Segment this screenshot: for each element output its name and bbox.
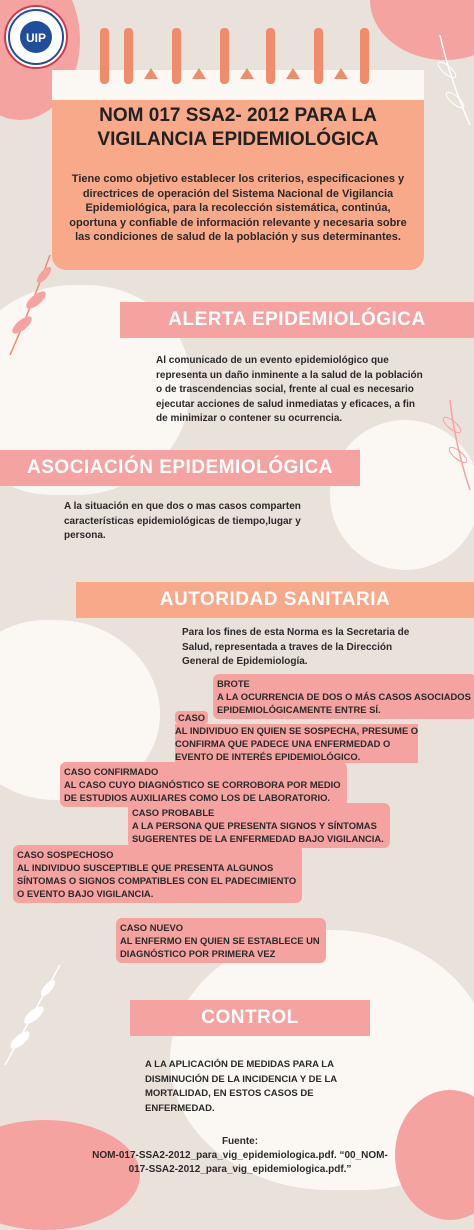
triangle-marker-icon — [240, 68, 254, 79]
sospechoso-tag — [13, 845, 302, 903]
title-line-1: NOM 017 SSA2- 2012 PARA LA — [99, 105, 377, 126]
triangle-marker-icon — [334, 68, 348, 79]
probable-line: A LA PERSONA QUE PRESENTA SIGNOS Y SÍNTOMAS — [132, 820, 377, 831]
caso-tag — [171, 708, 424, 766]
binder-ring — [124, 28, 133, 84]
asociacion-title: ASOCIACIÓN EPIDEMIOLÓGICA — [27, 457, 333, 478]
confirmado-line: AL CASO CUYO DIAGNÓSTICO SE CORROBORA POR MEDIO — [64, 779, 341, 790]
binder-ring — [360, 28, 369, 84]
nuevo-line: AL ENFERMO EN QUIEN SE ESTABLECE UN — [120, 935, 320, 946]
source-line-2: 017-SSA2-2012_para_vig_epidemiologica.pdf.” — [128, 1164, 352, 1175]
nuevo-tag — [116, 918, 326, 963]
page-title — [52, 104, 424, 152]
control-banner — [130, 1000, 370, 1036]
binder-ring — [266, 28, 275, 84]
caso-title: CASO — [175, 711, 208, 724]
binder-ring — [314, 28, 323, 84]
probable-title: CASO PROBABLE — [132, 807, 215, 818]
sospechoso-line: AL INDIVIDUO SUSCEPTIBLE QUE PRESENTA ALGUNOS — [17, 862, 274, 873]
source-line-1: NOM-017-SSA2-2012_para_vig_epidemiologica.pdf. “00_NOM- — [92, 1150, 388, 1161]
alerta-text: Al comunicado de un evento epidemiológico que representa un daño inminente a la salud de la población o de trascendencias social, frente al cual es necesario ejecutar acciones de salud inmediatas y eficaces, a fin de minimizar o contener su ocurrencia. — [156, 355, 423, 424]
triangle-marker-icon — [192, 68, 206, 79]
caso-line: EVENTO DE INTERÉS EPIDEMIOLÓGICO. — [175, 750, 418, 763]
binder-ring — [100, 28, 109, 84]
autoridad-text: Para los fines de esta Norma es la Secretaria de Salud, representada a traves de la Dirección General de Epidemiología. — [182, 627, 410, 667]
caso-line: AL INDIVIDUO EN QUIEN SE SOSPECHA, PRESUME O — [175, 725, 419, 736]
control-title: CONTROL — [201, 1007, 299, 1028]
confirmado-line: DE ESTUDIOS AUXILIARES COMO LOS DE LABORATORIO. — [64, 792, 330, 803]
triangle-marker-icon — [144, 68, 158, 79]
source-citation — [60, 1135, 420, 1177]
logo-emblem-icon — [6, 7, 66, 67]
sospechoso-title: CASO SOSPECHOSO — [17, 849, 114, 860]
binder-ring — [220, 28, 229, 84]
caso-line: CONFIRMA QUE PADECE UNA ENFERMEDAD O — [175, 737, 418, 750]
control-text: A LA APLICACIÓN DE MEDIDAS PARA LA DISMINUCIÓN DE LA INCIDENCIA Y DE LA MORTALIDAD, EN ESTOS CASOS DE ENFERMEDAD. — [145, 1059, 337, 1114]
brote-line: A LA OCURRENCIA DE DOS O MÁS CASOS ASOCIADOS — [217, 691, 471, 702]
source-label: Fuente: — [221, 1136, 259, 1147]
intro-text: Tiene como objetivo establecer los criterios, especificaciones y directrices de operación del Sistema Nacional de Vigilancia Epidemiológica, para la recolección sistemática, continúa, oportuna y confiable de información relevante y necesaria sobre las condiciones de salud de la población y sus determinantes. — [69, 173, 407, 244]
header-card — [52, 60, 424, 270]
leaf-branch-icon — [425, 30, 474, 130]
alerta-banner — [120, 302, 474, 338]
autoridad-banner — [76, 582, 474, 618]
confirmado-title: CASO CONFIRMADO — [64, 766, 159, 777]
asociacion-banner — [0, 450, 360, 486]
leaf-branch-icon — [0, 250, 60, 360]
leaf-branch-icon — [430, 395, 474, 495]
autoridad-title: AUTORIDAD SANITARIA — [159, 589, 391, 610]
title-line-2: VIGILANCIA EPIDEMIOLÓGICA — [97, 129, 379, 150]
alerta-title: ALERTA EPIDEMIOLÓGICA — [168, 309, 426, 330]
leaf-branch-icon — [0, 960, 70, 1070]
logo-initials: UIP — [25, 31, 47, 45]
brote-title: BROTE — [217, 678, 250, 689]
probable-tag — [128, 803, 390, 848]
brote-line: EPIDEMIOLÓGICAMENTE ENTRE SÍ. — [217, 704, 381, 715]
triangle-marker-icon — [286, 68, 300, 79]
confirmado-tag — [60, 762, 347, 807]
probable-line: SUGERENTES DE LA ENFERMEDAD BAJO VIGILANCIA. — [132, 833, 384, 844]
nuevo-title: CASO NUEVO — [120, 922, 184, 933]
nuevo-line: DIAGNÓSTICO POR PRIMERA VEZ — [120, 948, 276, 959]
sospechoso-line: SÍNTOMAS O SIGNOS COMPATIBLES CON EL PADECIMIENTO — [17, 875, 297, 886]
asociacion-text: A la situación en que dos o mas casos comparten características epidemiológicas de tiempo,lugar y persona. — [64, 501, 301, 541]
binder-ring — [172, 28, 181, 84]
sospechoso-line: O EVENTO BAJO VIGILANCIA. — [17, 888, 154, 899]
